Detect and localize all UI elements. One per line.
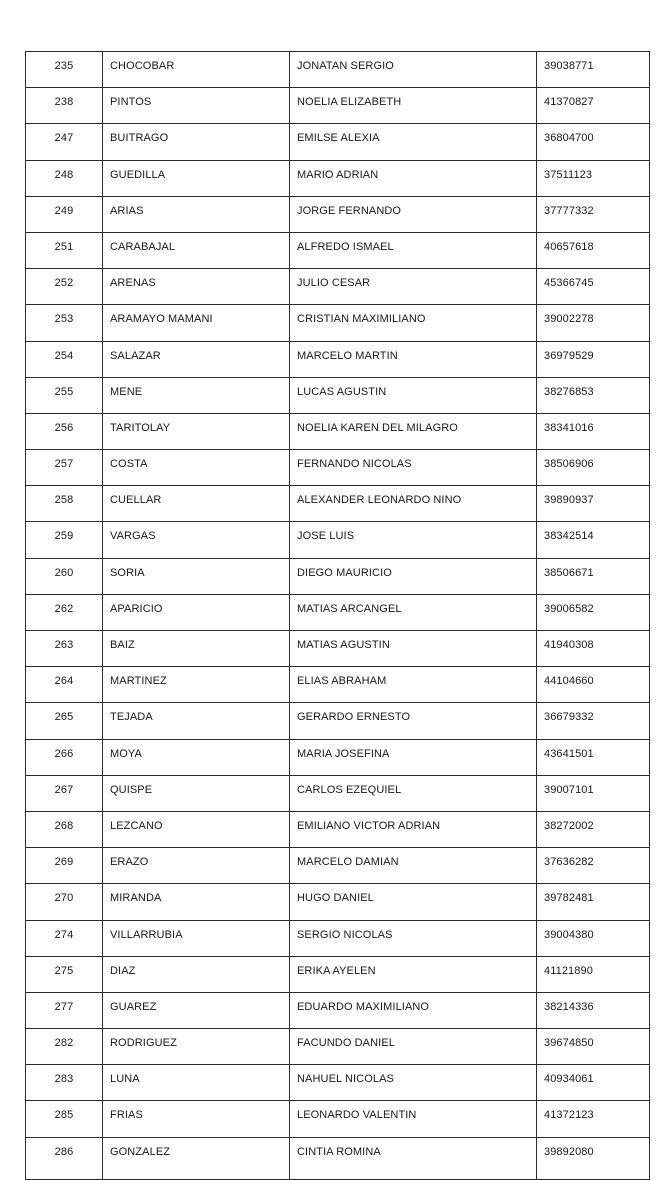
row-number-cell: 286	[26, 1137, 103, 1179]
table-row	[26, 196, 650, 232]
table-row	[26, 450, 650, 486]
id-number-cell: 38341016	[537, 413, 650, 449]
table-row	[26, 52, 650, 88]
given-names-cell: ERIKA AYELEN	[290, 956, 537, 992]
given-names-cell: NOELIA ELIZABETH	[290, 88, 537, 124]
surname-cell: ARIAS	[103, 196, 290, 232]
id-number-cell: 38272002	[537, 811, 650, 847]
table-row	[26, 377, 650, 413]
surname-cell: GONZALEZ	[103, 1137, 290, 1179]
row-number-cell: 259	[26, 522, 103, 558]
row-number-cell: 251	[26, 232, 103, 268]
row-number-cell: 270	[26, 884, 103, 920]
surname-cell: SORIA	[103, 558, 290, 594]
given-names-cell: MATIAS ARCANGEL	[290, 594, 537, 630]
given-names-cell: MARIA JOSEFINA	[290, 739, 537, 775]
row-number-cell: 264	[26, 667, 103, 703]
table-row	[26, 811, 650, 847]
surname-cell: MARTINEZ	[103, 667, 290, 703]
given-names-cell: FACUNDO DANIEL	[290, 1029, 537, 1065]
id-number-cell: 40934061	[537, 1065, 650, 1101]
given-names-cell: EDUARDO MAXIMILIANO	[290, 992, 537, 1028]
row-number-cell: 238	[26, 88, 103, 124]
given-names-cell: MARIO ADRIAN	[290, 160, 537, 196]
table-row	[26, 992, 650, 1028]
table-row	[26, 1101, 650, 1137]
id-number-cell: 39782481	[537, 884, 650, 920]
surname-cell: TEJADA	[103, 703, 290, 739]
table-row	[26, 558, 650, 594]
table-row	[26, 269, 650, 305]
table-row	[26, 232, 650, 268]
row-number-cell: 269	[26, 848, 103, 884]
surname-cell: APARICIO	[103, 594, 290, 630]
id-number-cell: 37777332	[537, 196, 650, 232]
row-number-cell: 266	[26, 739, 103, 775]
surname-cell: ARAMAYO MAMANI	[103, 305, 290, 341]
surname-cell: SALAZAR	[103, 341, 290, 377]
row-number-cell: 275	[26, 956, 103, 992]
given-names-cell: HUGO DANIEL	[290, 884, 537, 920]
document-page	[25, 51, 649, 1180]
table-row	[26, 1137, 650, 1179]
row-number-cell: 267	[26, 775, 103, 811]
table-row	[26, 305, 650, 341]
id-number-cell: 44104660	[537, 667, 650, 703]
given-names-cell: EMILIANO VICTOR ADRIAN	[290, 811, 537, 847]
row-number-cell: 249	[26, 196, 103, 232]
id-number-cell: 38276853	[537, 377, 650, 413]
given-names-cell: LUCAS AGUSTIN	[290, 377, 537, 413]
given-names-cell: MARCELO DAMIAN	[290, 848, 537, 884]
id-number-cell: 41121890	[537, 956, 650, 992]
given-names-cell: JONATAN SERGIO	[290, 52, 537, 88]
id-number-cell: 39892080	[537, 1137, 650, 1179]
surname-cell: VARGAS	[103, 522, 290, 558]
table-row	[26, 920, 650, 956]
surname-cell: FRIAS	[103, 1101, 290, 1137]
row-number-cell: 257	[26, 450, 103, 486]
row-number-cell: 235	[26, 52, 103, 88]
id-number-cell: 41940308	[537, 631, 650, 667]
surname-cell: MOYA	[103, 739, 290, 775]
given-names-cell: JOSE LUIS	[290, 522, 537, 558]
surname-cell: MIRANDA	[103, 884, 290, 920]
row-number-cell: 268	[26, 811, 103, 847]
surname-cell: LEZCANO	[103, 811, 290, 847]
table-row	[26, 413, 650, 449]
table-row	[26, 703, 650, 739]
given-names-cell: MATIAS AGUSTIN	[290, 631, 537, 667]
table-row	[26, 631, 650, 667]
surname-cell: ARENAS	[103, 269, 290, 305]
surname-cell: MENE	[103, 377, 290, 413]
id-number-cell: 38214336	[537, 992, 650, 1028]
row-number-cell: 282	[26, 1029, 103, 1065]
given-names-cell: FERNANDO NICOLAS	[290, 450, 537, 486]
surname-cell: TARITOLAY	[103, 413, 290, 449]
surname-cell: CUELLAR	[103, 486, 290, 522]
roster-table-body	[26, 52, 650, 1180]
row-number-cell: 260	[26, 558, 103, 594]
table-row	[26, 884, 650, 920]
id-number-cell: 37511123	[537, 160, 650, 196]
surname-cell: LUNA	[103, 1065, 290, 1101]
table-row	[26, 667, 650, 703]
id-number-cell: 39007101	[537, 775, 650, 811]
row-number-cell: 253	[26, 305, 103, 341]
id-number-cell: 41372123	[537, 1101, 650, 1137]
row-number-cell: 252	[26, 269, 103, 305]
surname-cell: GUEDILLA	[103, 160, 290, 196]
given-names-cell: GERARDO ERNESTO	[290, 703, 537, 739]
id-number-cell: 36804700	[537, 124, 650, 160]
table-row	[26, 486, 650, 522]
surname-cell: DIAZ	[103, 956, 290, 992]
row-number-cell: 247	[26, 124, 103, 160]
id-number-cell: 38506671	[537, 558, 650, 594]
table-row	[26, 1065, 650, 1101]
surname-cell: ERAZO	[103, 848, 290, 884]
table-row	[26, 88, 650, 124]
row-number-cell: 254	[26, 341, 103, 377]
row-number-cell: 283	[26, 1065, 103, 1101]
roster-table	[25, 51, 650, 1180]
id-number-cell: 39890937	[537, 486, 650, 522]
table-row	[26, 739, 650, 775]
given-names-cell: ALEXANDER LEONARDO NINO	[290, 486, 537, 522]
table-row	[26, 775, 650, 811]
surname-cell: GUAREZ	[103, 992, 290, 1028]
id-number-cell: 39038771	[537, 52, 650, 88]
given-names-cell: NAHUEL NICOLAS	[290, 1065, 537, 1101]
id-number-cell: 40657618	[537, 232, 650, 268]
row-number-cell: 277	[26, 992, 103, 1028]
table-row	[26, 1029, 650, 1065]
surname-cell: QUISPE	[103, 775, 290, 811]
given-names-cell: SERGIO NICOLAS	[290, 920, 537, 956]
id-number-cell: 43641501	[537, 739, 650, 775]
surname-cell: BUITRAGO	[103, 124, 290, 160]
given-names-cell: NOELIA KAREN DEL MILAGRO	[290, 413, 537, 449]
surname-cell: RODRIGUEZ	[103, 1029, 290, 1065]
table-row	[26, 124, 650, 160]
table-row	[26, 594, 650, 630]
surname-cell: CHOCOBAR	[103, 52, 290, 88]
table-row	[26, 522, 650, 558]
given-names-cell: JORGE FERNANDO	[290, 196, 537, 232]
table-row	[26, 848, 650, 884]
id-number-cell: 38506906	[537, 450, 650, 486]
given-names-cell: ELIAS ABRAHAM	[290, 667, 537, 703]
given-names-cell: DIEGO MAURICIO	[290, 558, 537, 594]
id-number-cell: 36979529	[537, 341, 650, 377]
given-names-cell: EMILSE ALEXIA	[290, 124, 537, 160]
given-names-cell: JULIO CESAR	[290, 269, 537, 305]
id-number-cell: 45366745	[537, 269, 650, 305]
row-number-cell: 258	[26, 486, 103, 522]
id-number-cell: 41370827	[537, 88, 650, 124]
given-names-cell: CINTIA ROMINA	[290, 1137, 537, 1179]
row-number-cell: 262	[26, 594, 103, 630]
id-number-cell: 39002278	[537, 305, 650, 341]
surname-cell: BAIZ	[103, 631, 290, 667]
given-names-cell: LEONARDO VALENTIN	[290, 1101, 537, 1137]
row-number-cell: 285	[26, 1101, 103, 1137]
row-number-cell: 265	[26, 703, 103, 739]
id-number-cell: 39006582	[537, 594, 650, 630]
table-row	[26, 341, 650, 377]
given-names-cell: MARCELO MARTIN	[290, 341, 537, 377]
id-number-cell: 36679332	[537, 703, 650, 739]
id-number-cell: 39674850	[537, 1029, 650, 1065]
surname-cell: CARABAJAL	[103, 232, 290, 268]
row-number-cell: 263	[26, 631, 103, 667]
row-number-cell: 256	[26, 413, 103, 449]
row-number-cell: 274	[26, 920, 103, 956]
id-number-cell: 37636282	[537, 848, 650, 884]
surname-cell: PINTOS	[103, 88, 290, 124]
id-number-cell: 38342514	[537, 522, 650, 558]
table-row	[26, 160, 650, 196]
surname-cell: VILLARRUBIA	[103, 920, 290, 956]
row-number-cell: 255	[26, 377, 103, 413]
id-number-cell: 39004380	[537, 920, 650, 956]
given-names-cell: ALFREDO ISMAEL	[290, 232, 537, 268]
row-number-cell: 248	[26, 160, 103, 196]
given-names-cell: CARLOS EZEQUIEL	[290, 775, 537, 811]
table-row	[26, 956, 650, 992]
surname-cell: COSTA	[103, 450, 290, 486]
given-names-cell: CRISTIAN MAXIMILIANO	[290, 305, 537, 341]
